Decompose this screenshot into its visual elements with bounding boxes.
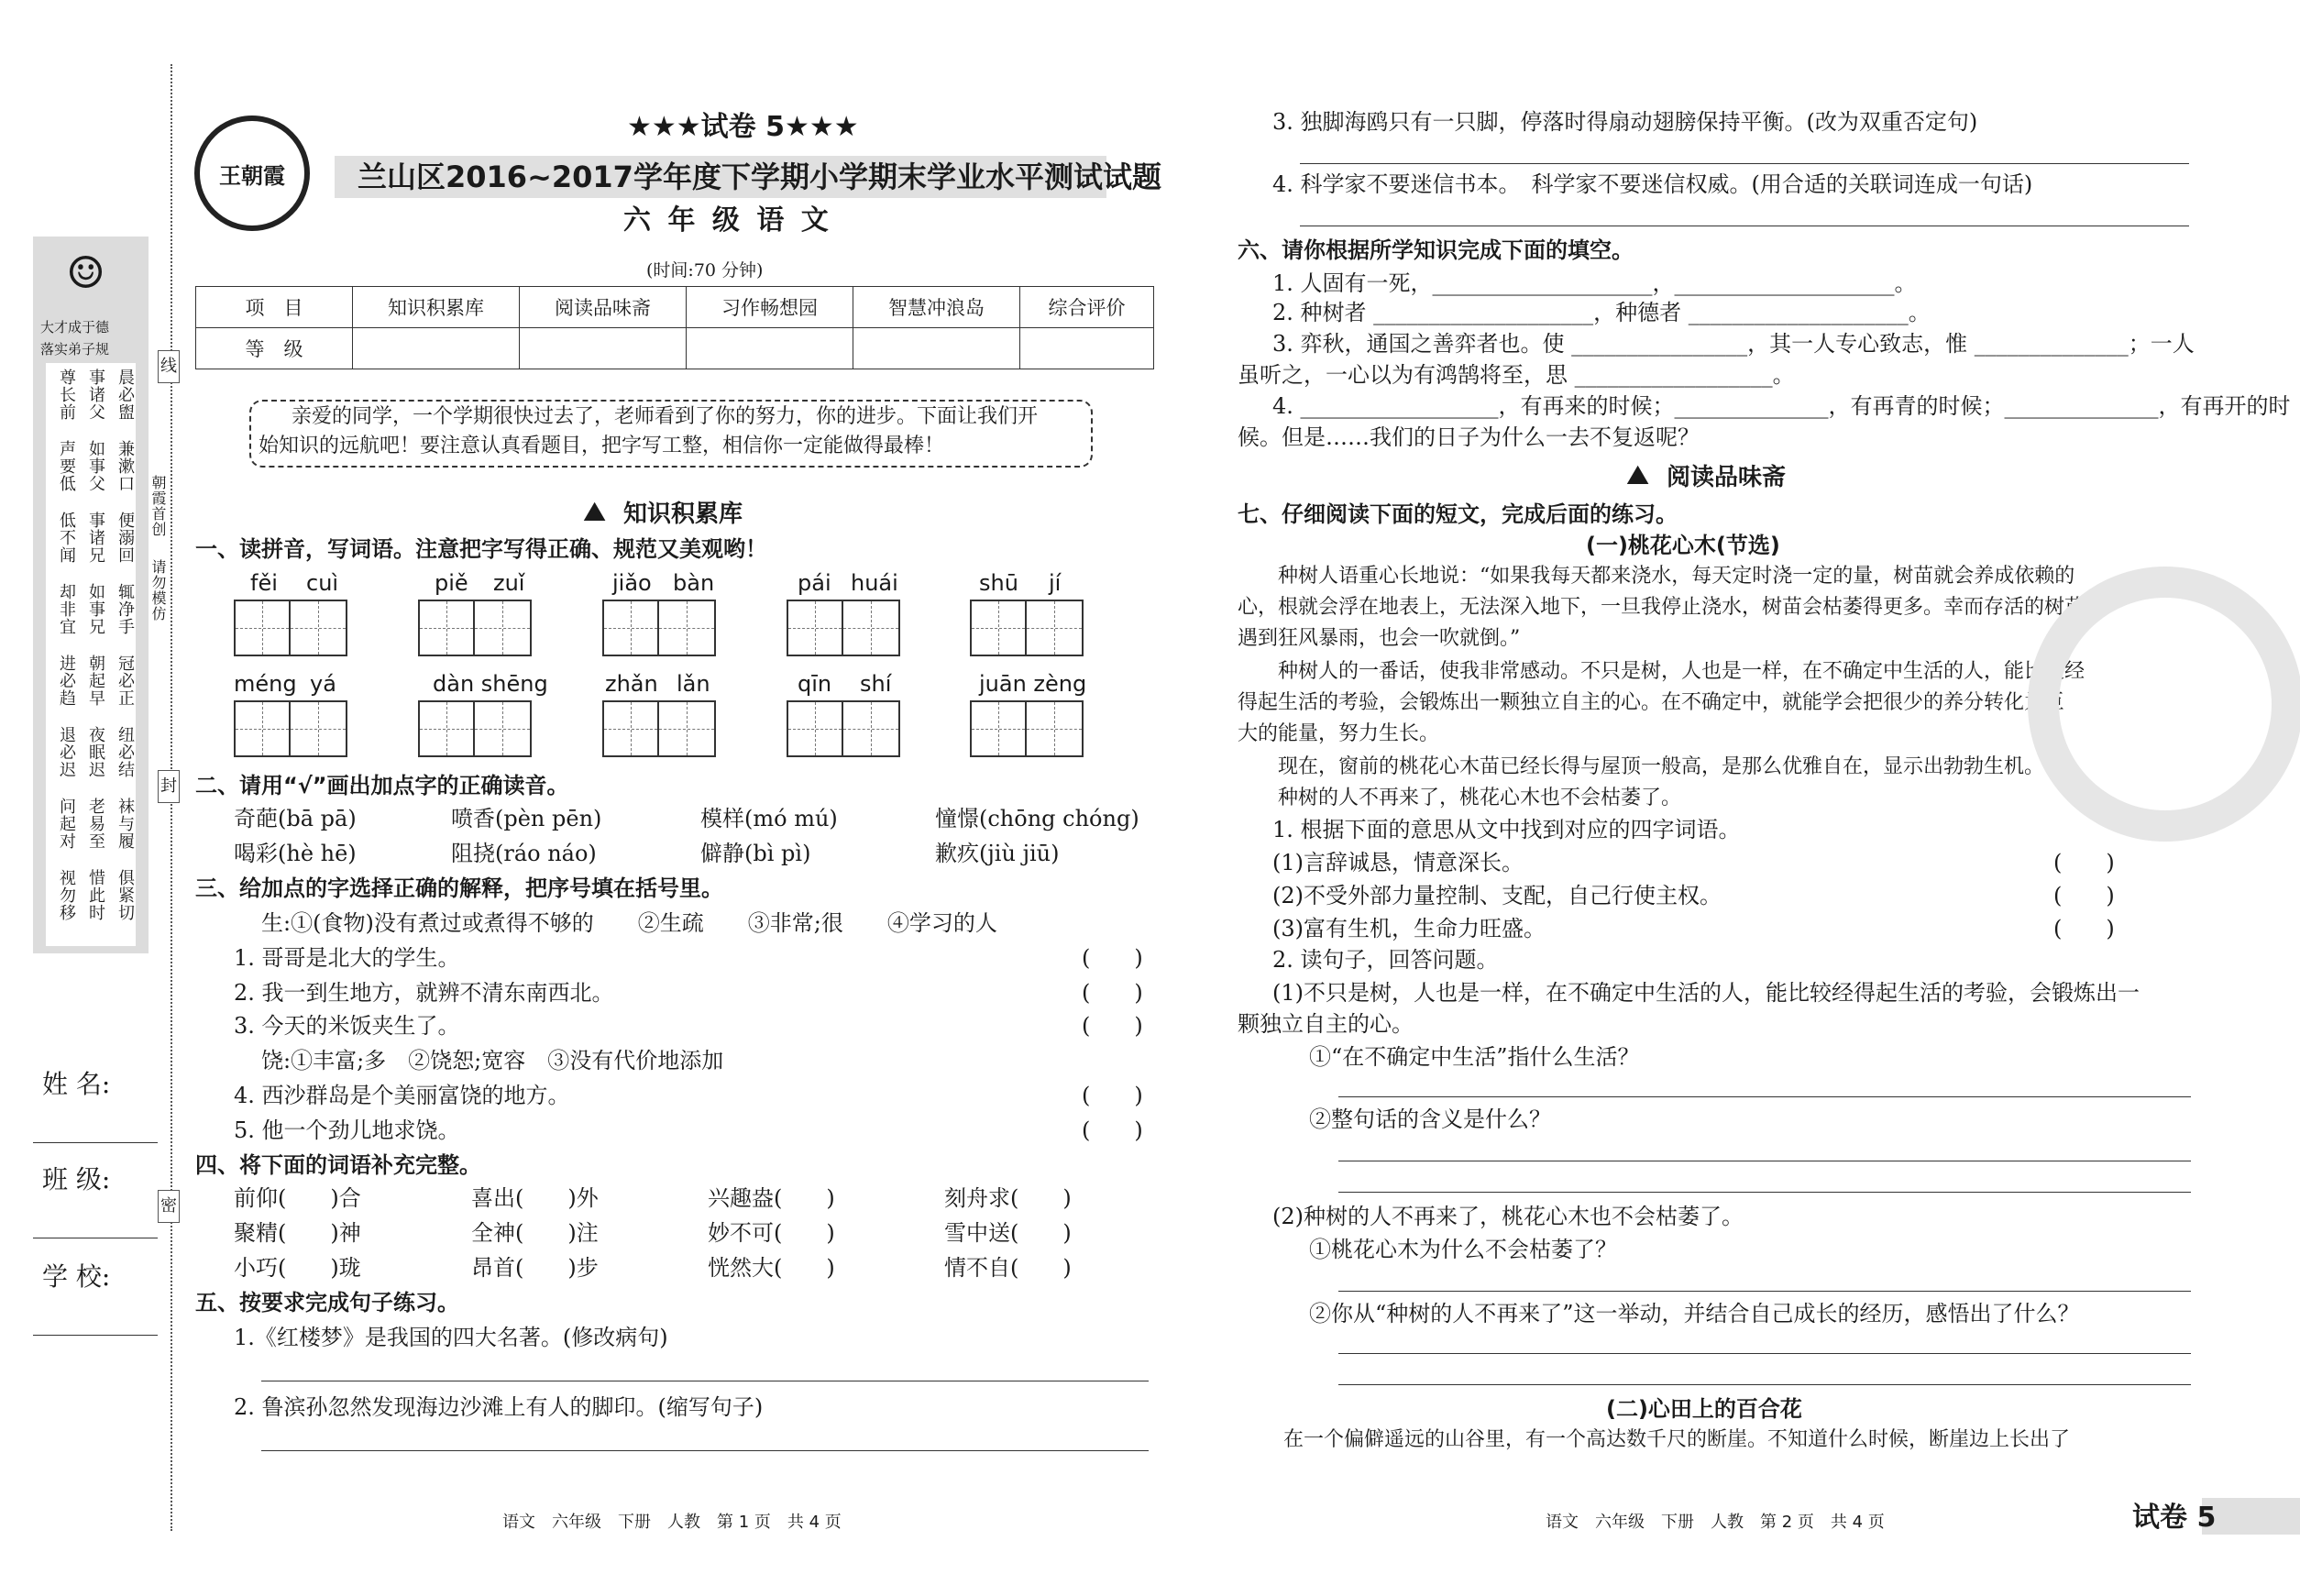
q7-question: 2. 读句子，回答问题。	[1272, 947, 1499, 973]
margin-note: 请勿模仿	[149, 559, 167, 622]
pinyin-box[interactable]	[234, 700, 347, 757]
q5-item: 4. 科学家不要迷信书本。 科学家不要迷信权威。(用合适的关联词连成一句话)	[1272, 171, 2033, 197]
pinyin: pái	[798, 570, 831, 596]
q6-blank[interactable]: 4. __________________，有再来的时候；______________，有再青的时候；______________，有再开的时	[1272, 393, 2291, 419]
passage-line: 种树人的一番话，使我非常感动。不只是树，人也是一样，在不确定中生活的人，能比较经	[1278, 660, 2085, 683]
passage-line: 得起生活的考验，会锻炼出一颗独立自主的心。在不确定中，就能学会把很少的养分转化为巨	[1238, 691, 2065, 714]
class-label: 班 级:	[42, 1164, 111, 1194]
q7-subquestion: (2)不受外部力量控制、支配，自己行使主权。	[1272, 883, 1722, 908]
pinyin: lǎn	[677, 671, 710, 697]
q5-title: 五、按要求完成句子练习。	[195, 1290, 459, 1315]
pinyin-box[interactable]	[787, 600, 900, 656]
passage-2-title: (二)心田上的百合花	[1606, 1396, 1802, 1422]
idiom-blank[interactable]: 喜出( )外	[471, 1185, 599, 1211]
sidebar-verse: 退必迟	[57, 726, 76, 778]
q4-title: 四、将下面的词语补充完整。	[195, 1152, 481, 1178]
sidebar-verse: 问起对	[57, 798, 76, 850]
section-knowledge: 知识积累库	[623, 501, 743, 528]
pinyin: fěi	[250, 570, 278, 596]
sidebar-verse: 俱紧切	[116, 869, 135, 921]
school-label: 学 校:	[42, 1261, 111, 1292]
idiom-blank[interactable]: 刻舟求( )	[944, 1185, 1072, 1211]
footer-badge-bg	[2202, 1498, 2300, 1535]
q6-blank: 候。但是……我们的日子为什么一去不复返呢？	[1238, 424, 1700, 450]
pinyin: huái	[851, 570, 898, 596]
margin-note: 朝霞首创	[149, 475, 167, 537]
subject-title: 六 年 级 语 文	[623, 204, 832, 237]
notice-line-1: 亲爱的同学，一个学期很快过去了，老师看到了你的努力，你的进步。下面让我们开	[292, 405, 1039, 428]
name-label: 姓 名:	[42, 1069, 111, 1099]
section-icon: ⛰	[583, 496, 607, 528]
passage-line: 大的能量，努力生长。	[1238, 722, 1440, 745]
sidebar-verse: 如事父	[86, 440, 105, 492]
grade-cell[interactable]	[853, 328, 1020, 369]
logo-text: 王朝霞	[219, 161, 285, 189]
sidebar-verse: 如事兄	[86, 583, 105, 635]
q2-item[interactable]: 喷香(pèn pēn)	[451, 806, 602, 831]
pinyin: qīn	[798, 671, 832, 697]
grade-cell[interactable]	[353, 328, 520, 369]
pinyin: zhǎn	[605, 671, 658, 697]
answer-line[interactable]	[1300, 163, 2189, 164]
q7-subquestion: (2)种树的人不再来了，桃花心木也不会枯萎了。	[1272, 1204, 1744, 1229]
pinyin: méng	[234, 671, 297, 697]
passage-line: 遇到狂风暴雨，也会一吹就倒。”	[1238, 627, 1521, 650]
sidebar-caption: 落实弟子规	[40, 341, 110, 358]
watermark-seal	[2028, 567, 2300, 842]
passage-line: 心，根就会浮在地表上，无法深入地下，一旦我停止浇水，树苗会枯萎得更多。幸而存活的树苗，	[1238, 596, 2106, 619]
q6-blank[interactable]: 1. 人固有一死，____________________，____________________。	[1272, 270, 1917, 296]
score-header-cell: 阅读品味斋	[520, 287, 687, 328]
q2-item[interactable]: 歉疚(jiù jiū)	[935, 841, 1060, 866]
q7-subquestion: ②整句话的含义是什么？	[1309, 1106, 1551, 1132]
passage-line: 种树人语重心长地说：“如果我每天都来浇水，每天定时浇一定的量，树苗就会养成依赖的	[1278, 565, 2075, 588]
q7-subquestion: ②你从“种树的人不再来了”这一举动，并结合自己成长的经历，感悟出了什么？	[1309, 1301, 2080, 1326]
pinyin: cuì	[306, 570, 339, 596]
idiom-blank[interactable]: 恍然大( )	[708, 1255, 835, 1281]
score-header-cell: 智慧冲浪岛	[853, 287, 1020, 328]
score-table	[195, 286, 1154, 369]
pinyin: jí	[1049, 570, 1062, 596]
idiom-blank[interactable]: 雪中送( )	[944, 1220, 1072, 1246]
exam-title: 兰山区2016~2017学年度下学期小学期末学业水平测试试题	[358, 160, 1161, 194]
sidebar-verse: 冠必正	[116, 655, 135, 707]
name-field[interactable]	[33, 1142, 158, 1143]
grade-cell[interactable]	[687, 328, 853, 369]
sidebar-verse: 低不闻	[57, 512, 76, 564]
answer-paren[interactable]: ( )	[1082, 1013, 1143, 1039]
sidebar-verse: 却非宜	[57, 583, 76, 635]
passage-line: 种树的人不再来了，桃花心木也不会枯萎了。	[1278, 787, 1682, 809]
passage-1-title: (一)桃花心木(节选)	[1586, 533, 1780, 558]
pinyin: yá	[310, 671, 336, 697]
sidebar-verse: 事诸兄	[86, 512, 105, 564]
pinyin-box[interactable]	[418, 700, 532, 757]
page-footer-left: 语文 六年级 下册 人教 第 1 页 共 4 页	[502, 1513, 842, 1532]
pinyin-box[interactable]	[787, 700, 900, 757]
q6-blank[interactable]: 3. 弈秋，通国之善弈者也。使 ________________，其一人专心致志，惟 ______________；一人	[1272, 331, 2195, 357]
sidebar-verse: 辄净手	[116, 583, 135, 635]
sidebar-verse: 视勿移	[57, 869, 76, 921]
sidebar-mascot-icon: ☺	[66, 248, 106, 299]
sidebar-verse: 夜眠迟	[86, 726, 105, 778]
q3-title: 三、给加点的字选择正确的解释，把序号填在括号里。	[195, 875, 723, 901]
sidebar-verse: 进必趋	[57, 655, 76, 707]
answer-paren[interactable]: ( )	[2053, 850, 2115, 875]
sidebar-caption: 大才成于德	[40, 319, 110, 336]
q6-blank[interactable]: 虽听之，一心以为有鸿鹄将至，思 __________________。	[1238, 362, 1795, 388]
passage-line: 在一个偏僻遥远的山谷里，有一个高达数千尺的断崖。不知道什么时候，断崖边上长出了	[1283, 1428, 2071, 1451]
footer-badge: 试卷 5	[2132, 1502, 2217, 1534]
q6-blank[interactable]: 2. 种树者 ____________________，种德者 ____________________。	[1272, 300, 1931, 325]
notice-line-2: 始知识的远航吧！要注意认真看题目，把字写工整，相信你一定能做得最棒！	[259, 435, 945, 457]
idiom-blank[interactable]: 情不自( )	[944, 1255, 1072, 1281]
answer-paren[interactable]: ( )	[1082, 1117, 1143, 1143]
pinyin-box[interactable]	[234, 600, 347, 656]
margin-mark: 密	[158, 1190, 180, 1223]
idiom-blank[interactable]: 聚精( )神	[234, 1220, 361, 1246]
pinyin: shū	[979, 570, 1018, 596]
answer-paren[interactable]: ( )	[1082, 980, 1143, 1006]
grade-cell[interactable]	[1020, 328, 1154, 369]
sidebar-verse: 兼漱口	[116, 440, 135, 492]
time-limit: (时间:70 分钟)	[646, 260, 764, 281]
pinyin: juān zèng	[979, 671, 1087, 697]
school-field[interactable]	[33, 1335, 158, 1336]
answer-line[interactable]	[1338, 1291, 2191, 1292]
sidebar-verse: 便溺回	[116, 512, 135, 564]
q7-subquestion: ①桃花心木为什么不会枯萎了？	[1309, 1237, 1617, 1262]
margin-mark: 线	[158, 350, 180, 383]
answer-paren[interactable]: ( )	[1082, 945, 1143, 971]
q7-question: 1. 根据下面的意思从文中找到对应的四字词语。	[1272, 817, 1741, 842]
idiom-blank[interactable]: 兴趣盎( )	[708, 1185, 835, 1211]
answer-paren[interactable]: ( )	[2053, 916, 2115, 941]
q2-item[interactable]: 憧憬(chōng chóng)	[935, 806, 1139, 831]
q3-sentence: 3. 今天的米饭夹生了。	[234, 1013, 460, 1039]
q7-subquestion: (1)言辞诚恳，情意深长。	[1272, 850, 1524, 875]
q7-subquestion: (3)富有生机，生命力旺盛。	[1272, 916, 1546, 941]
sidebar-verse: 朝起早	[86, 655, 105, 707]
pinyin-box[interactable]	[602, 600, 716, 656]
passage-line: 现在，窗前的桃花心木苗已经长得与屋顶一般高，是那么优雅自在，显示出勃勃生机。	[1278, 755, 2045, 778]
score-header-cell: 知识积累库	[353, 287, 520, 328]
pinyin: jiǎo	[612, 570, 652, 596]
pinyin: zuǐ	[493, 570, 525, 596]
pinyin-box[interactable]	[970, 700, 1084, 757]
score-table-header-row	[196, 287, 1154, 328]
idiom-blank[interactable]: 妙不可( )	[708, 1220, 835, 1246]
publisher-logo	[194, 116, 310, 231]
sidebar-verse: 袜与履	[116, 798, 135, 850]
q2-item[interactable]: 喝彩(hè hē)	[234, 841, 357, 866]
grade-label: 等 级	[196, 328, 353, 369]
pinyin: shí	[860, 671, 892, 697]
answer-paren[interactable]: ( )	[2053, 883, 2115, 908]
score-table-grade-row	[196, 328, 1154, 369]
q2-item[interactable]: 僻静(bì pì)	[700, 841, 811, 866]
answer-line[interactable]	[1338, 1384, 2191, 1385]
q3-sentence: 2. 我一到生地方，就辨不清东南西北。	[234, 980, 614, 1006]
q7-subquestion: ①“在不确定中生活”指什么生活？	[1309, 1044, 1640, 1070]
q6-title: 六、请你根据所学知识完成下面的填空。	[1238, 237, 1634, 263]
idiom-blank[interactable]: 小巧( )珑	[234, 1255, 361, 1281]
q3-sentence: 1. 哥哥是北大的学生。	[234, 945, 460, 971]
q7-subquestion: (1)不只是树，人也是一样，在不确定中生活的人，能比较经得起生活的考验，会锻炼出一	[1272, 980, 2140, 1006]
score-header-cell: 习作畅想园	[687, 287, 853, 328]
q5-item: 3. 独脚海鸥只有一只脚，停落时得扇动翅膀保持平衡。(改为双重否定句)	[1272, 109, 1978, 135]
q7-title: 七、仔细阅读下面的短文，完成后面的练习。	[1238, 501, 1678, 527]
sidebar-verse: 纽必结	[116, 726, 135, 778]
sidebar-verse: 惜此时	[86, 869, 105, 921]
section-icon: ⛰	[1626, 459, 1650, 491]
q3-definition: 饶:①丰富;多 ②饶恕;宽容 ③没有代价地添加	[261, 1048, 724, 1073]
grade-cell[interactable]	[520, 328, 687, 369]
q3-sentence: 5. 他一个劲儿地求饶。	[234, 1117, 460, 1143]
section-reading: 阅读品味斋	[1667, 464, 1787, 491]
sidebar-verse: 晨必盥	[116, 369, 135, 421]
answer-line[interactable]	[1338, 1096, 2191, 1097]
sidebar-verse: 尊长前	[57, 369, 76, 421]
idiom-blank[interactable]: 昂首( )步	[471, 1255, 599, 1281]
q3-sentence: 4. 西沙群岛是个美丽富饶的地方。	[234, 1083, 570, 1108]
q3-definition: 生:①(食物)没有煮过或煮得不够的 ②生疏 ③非常;很 ④学习的人	[261, 910, 997, 936]
pinyin-box[interactable]	[602, 700, 716, 757]
page-footer-right: 语文 六年级 下册 人教 第 2 页 共 4 页	[1546, 1513, 1885, 1532]
pinyin: bàn	[673, 570, 715, 596]
pinyin-box[interactable]	[970, 600, 1084, 656]
sidebar-verse: 事诸父	[86, 369, 105, 421]
q2-item[interactable]: 奇葩(bā pā)	[234, 806, 357, 831]
answer-line[interactable]	[1338, 1192, 2191, 1193]
q2-title: 二、请用“√”画出加点字的正确读音。	[195, 773, 569, 798]
pinyin: dàn shēng	[433, 671, 548, 697]
score-header-cell: 综合评价	[1020, 287, 1154, 328]
answer-line[interactable]	[1338, 1353, 2191, 1354]
q2-item[interactable]: 模样(mó mú)	[700, 806, 838, 831]
idiom-blank[interactable]: 全神( )注	[471, 1220, 599, 1246]
score-header-cell: 项 目	[196, 287, 353, 328]
margin-mark: 封	[158, 770, 180, 803]
sidebar-verse: 老易至	[86, 798, 105, 850]
answer-line[interactable]	[261, 1450, 1149, 1451]
pinyin: piě	[435, 570, 468, 596]
q1-title: 一、读拼音，写词语。注意把字写得正确、规范又美观哟！	[195, 536, 767, 562]
idiom-blank[interactable]: 前仰( )合	[234, 1185, 361, 1211]
exam-badge: ★★★试卷 5★★★	[627, 111, 859, 143]
q5-item: 2. 鲁滨孙忽然发现海边沙滩上有人的脚印。(缩写句子)	[234, 1394, 764, 1420]
q7-subquestion: 颗独立自主的心。	[1238, 1011, 1414, 1037]
answer-paren[interactable]: ( )	[1082, 1083, 1143, 1108]
q5-item: 1.《红楼梦》是我国的四大名著。(修改病句)	[234, 1325, 668, 1350]
sidebar-verse: 声要低	[57, 440, 76, 492]
q2-item[interactable]: 阻挠(ráo náo)	[451, 841, 597, 866]
pinyin-box[interactable]	[418, 600, 532, 656]
